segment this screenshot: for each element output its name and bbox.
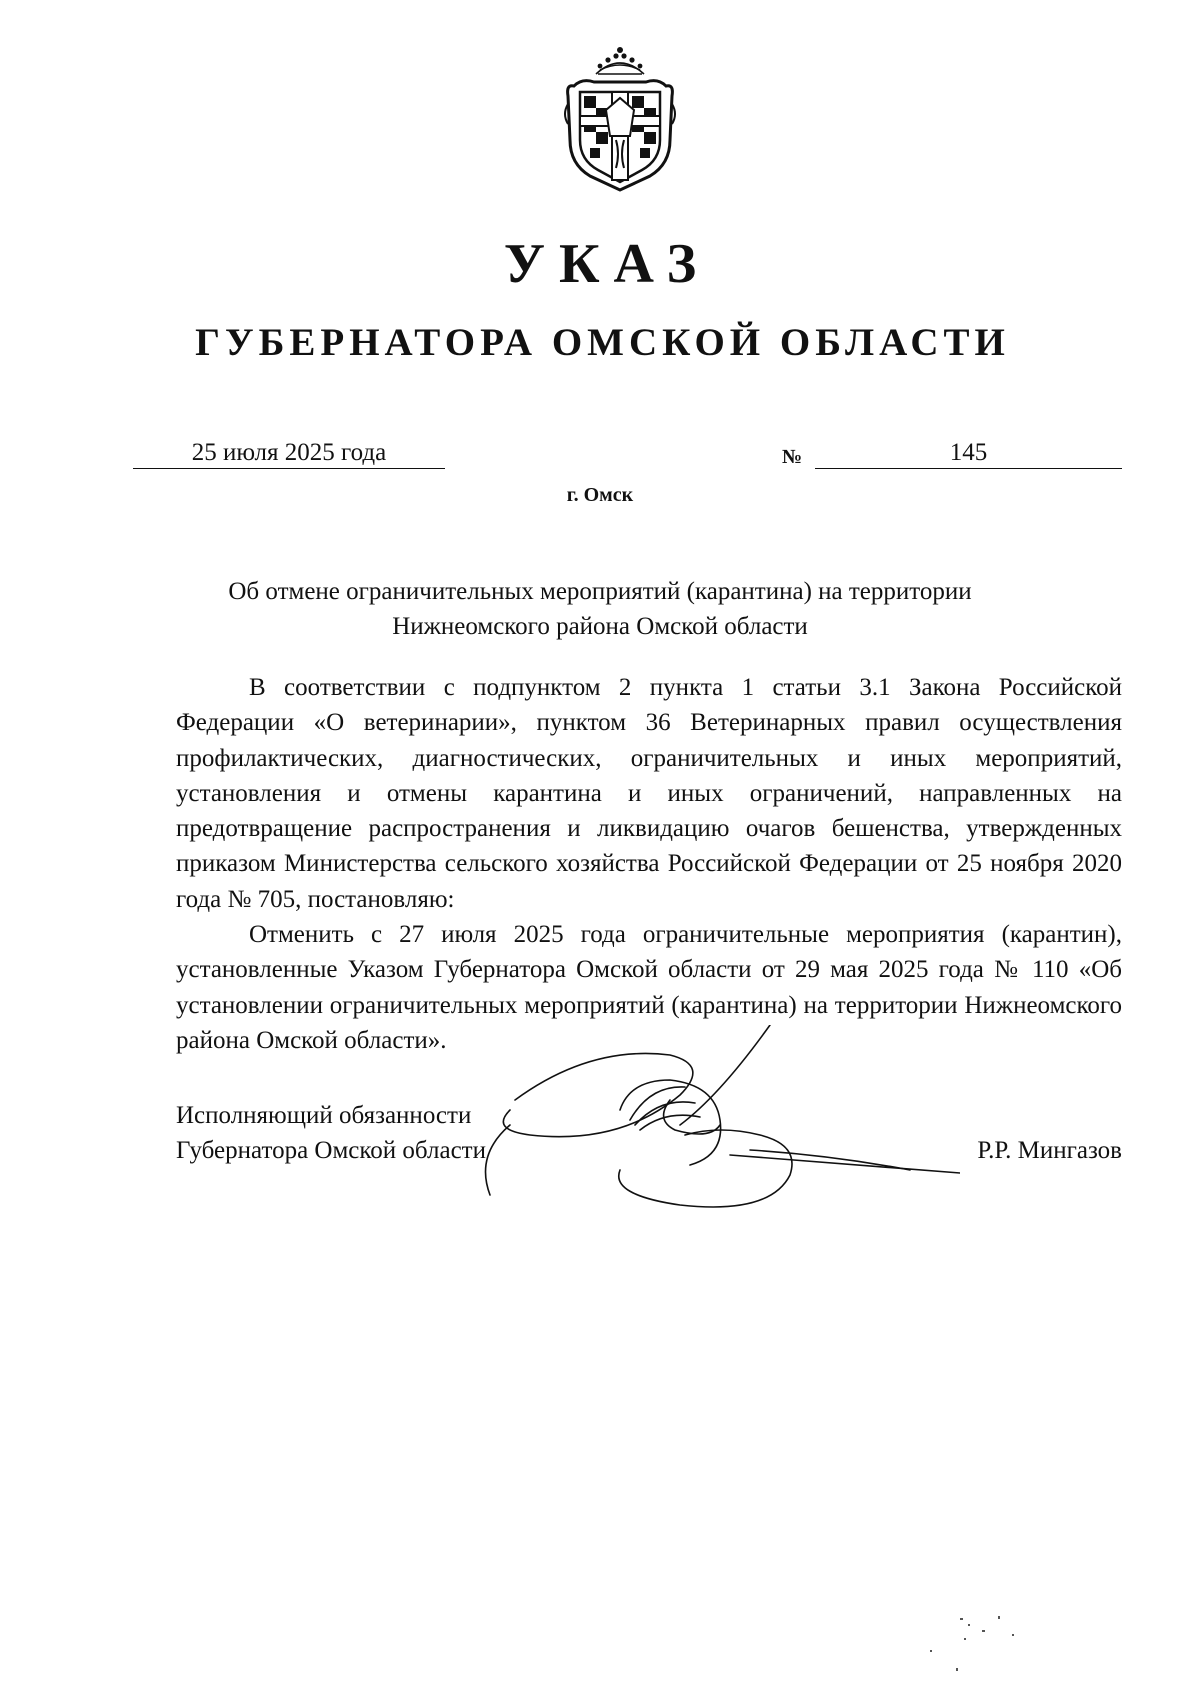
document-number: 145 [815, 438, 1122, 469]
signer-name: Р.Р. Мингазов [977, 1137, 1122, 1164]
subject-line-2: Нижнеомского района Омской области [392, 613, 808, 640]
signer-position-line-2: Губернатора Омской области [176, 1137, 486, 1164]
document-date: 25 июля 2025 года [133, 438, 445, 469]
handwritten-signature-icon [470, 1025, 960, 1255]
document-body [176, 670, 1122, 1058]
signer-position-line-1: Исполняющий обязанности [176, 1102, 472, 1129]
body-paragraph-2: Отменить с 27 июля 2025 года ограничительные мероприятия (карантин), установленные Указом Губернатора Омской области от 29 мая 2025 года № 110 «Об установлении ограничительных мероприятий (карантина) на территории Нижнеомского района Омской области». [176, 921, 1122, 1054]
document-subtitle: ГУБЕРНАТОРА ОМСКОЙ ОБЛАСТИ [195, 321, 1010, 364]
body-paragraph-1: В соответствии с подпунктом 2 пункта 1 статьи 3.1 Закона Российской Федерации «О ветеринарии», пунктом 36 Ветеринарных правил осуществления профилактических, диагностических, ограничительных и иных мероприятий, установления и отмены карантина и иных ограничений, направленных на предотвращение распространения и ликвидацию очагов бешенства, утвержденных приказом Министерства сельского хозяйства Российской Федерации от 25 ноября 2020 года № 705, постановляю: [176, 674, 1122, 913]
scan-artifacts [920, 1610, 1040, 1680]
subject-line-1: Об отмене ограничительных мероприятий (карантина) на территории [228, 578, 972, 605]
number-label: № [782, 446, 803, 468]
document-title: УКАЗ [503, 233, 711, 295]
document-subject [140, 574, 1060, 644]
signer-position [176, 1098, 486, 1168]
document-city: г. Омск [566, 484, 634, 506]
coat-of-arms-icon [560, 44, 680, 194]
